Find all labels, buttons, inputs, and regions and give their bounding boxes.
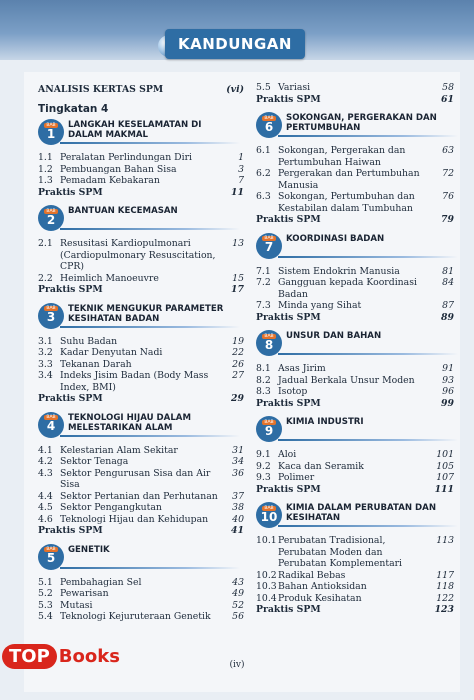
section-page: 105 [436, 460, 454, 472]
section-number: 9.1 [256, 449, 271, 460]
praktis-page: 29 [231, 393, 244, 404]
section-title: Sektor Pengangkutan [60, 502, 162, 513]
analisis-row [38, 84, 244, 96]
section-number: 7.1 [256, 265, 271, 277]
praktis-label: Praktis SPM [256, 604, 321, 615]
section-title: Jadual Berkala Unsur Moden [278, 374, 415, 386]
chapter-badge [38, 119, 64, 145]
right-chapters [256, 112, 454, 619]
chapter-underline [60, 142, 240, 144]
section-number: 6.3 [256, 191, 271, 202]
bab-label: BAB [264, 115, 274, 121]
toc-row [256, 277, 454, 300]
chapter-underline [60, 567, 240, 569]
toc-row [38, 359, 244, 371]
spacer [256, 495, 454, 498]
section-title: Teknologi Hijau dan Kehidupan [60, 513, 209, 525]
watermark-top: TOP [2, 644, 57, 669]
section-page: 26 [232, 358, 244, 370]
section-page: 52 [232, 599, 244, 611]
section-page: 117 [436, 569, 454, 581]
chapter-title: KIMIA INDUSTRI [286, 417, 364, 427]
bab-label: BAB [46, 415, 56, 420]
spacer [38, 537, 244, 540]
spacer [256, 323, 454, 326]
toc-row [38, 336, 244, 348]
section-number: 4.3 [38, 467, 53, 479]
chapter-title: KOORDINASI BADAN [286, 233, 385, 244]
toc-row [38, 502, 244, 514]
section-number: 4.4 [38, 490, 53, 502]
toc-row [256, 570, 454, 582]
section-title: Pembuangan Bahan Sisa [60, 163, 177, 175]
section-number: 10.4 [256, 592, 277, 604]
praktis-page: 123 [434, 604, 454, 615]
section-title: Pergerakan dan Pertumbuhan Manusia [278, 168, 420, 191]
section-page: 107 [436, 472, 454, 483]
section-title: Perubatan Tradisional, Perubatan Moden dan Perubatan Komplementari [278, 535, 403, 569]
praktis-label: Praktis SPM [256, 397, 321, 409]
spacer [256, 226, 454, 229]
chapter-underline [278, 256, 458, 258]
praktis-label: Praktis SPM [38, 393, 103, 404]
section-page: 118 [436, 581, 454, 592]
chapter-heading [256, 502, 454, 532]
chapter-block [38, 119, 244, 201]
analisis-page: (vi) [226, 84, 244, 95]
section-number: 7.2 [256, 277, 271, 288]
praktis-label: Praktis SPM [256, 311, 321, 323]
toc-row [256, 581, 454, 593]
section-title: Kelestarian Alam Sekitar [60, 444, 178, 456]
section-number: 10.3 [256, 581, 277, 592]
chapter-title: TEKNIK MENGUKUR PARAMETER KESIHATAN BADAN [68, 303, 224, 324]
toc-row [38, 347, 244, 359]
section-number: 5.3 [38, 599, 53, 611]
spacer [38, 198, 244, 201]
section-number: 3.2 [38, 347, 53, 358]
section-page: 38 [232, 502, 244, 513]
section-number: 2.1 [38, 238, 53, 249]
section-title: Minda yang Sihat [278, 300, 362, 311]
toc-row [256, 535, 454, 570]
toc-row [256, 82, 454, 94]
toc-row [38, 491, 244, 503]
section-page: 36 [232, 467, 244, 479]
watermark-books: Books [58, 646, 120, 667]
toc-row [38, 238, 244, 273]
chapter-number: 6 [264, 119, 274, 134]
section-page: 1 [238, 152, 244, 163]
praktis-label: Praktis SPM [38, 284, 103, 295]
praktis-page: 11 [231, 186, 244, 198]
section-number: 6.2 [256, 168, 271, 179]
chapter-number: 4 [46, 419, 56, 433]
section-title: Sokongan, Pergerakan dan Pertumbuhan Haiwan [278, 145, 406, 168]
section-title: Polimer [278, 472, 315, 483]
chapter-badge [256, 112, 282, 138]
spacer [256, 616, 454, 619]
bab-label: BAB [46, 122, 56, 128]
praktis-row [256, 214, 454, 226]
bab-label: BAB [46, 306, 56, 311]
chapter-badge [38, 303, 64, 329]
chapter-block [256, 416, 454, 498]
toc-row [38, 611, 244, 623]
praktis-row [256, 398, 454, 410]
chapter-block [256, 112, 454, 229]
chapter-title: SOKONGAN, PERGERAKAN DAN PERTUMBUHAN [286, 113, 437, 133]
section-number: 5.4 [38, 611, 53, 622]
section-page: 40 [232, 513, 244, 525]
toc-row [38, 456, 244, 468]
praktis-label: Praktis SPM [38, 186, 103, 198]
toc-row [38, 468, 244, 491]
section-title: Kadar Denyutan Nadi [60, 347, 163, 358]
section-title: Resusitasi Kardiopulmonari (Cardiopulmonary Resuscitation, CPR) [60, 238, 216, 272]
section-page: 31 [232, 444, 244, 456]
chapter-heading [38, 303, 244, 333]
section-page: 76 [442, 191, 454, 202]
chapter-heading [256, 330, 454, 360]
section-page: 81 [442, 265, 454, 277]
section-number: 1.2 [38, 163, 53, 175]
section-number: 8.1 [256, 363, 271, 374]
section-title: Peralatan Perlindungan Diri [60, 152, 192, 163]
section-number: 8.3 [256, 386, 271, 397]
toc-row [38, 175, 244, 187]
section-number: 5.2 [38, 588, 53, 599]
section-page: 43 [232, 576, 244, 588]
chapter-badge [38, 544, 64, 570]
praktis-row [38, 187, 244, 199]
toc-row [256, 449, 454, 461]
section-title: Pembahagian Sel [60, 576, 142, 588]
praktis-row [38, 284, 244, 296]
chapter-badge [256, 233, 282, 259]
chapter-underline [278, 353, 458, 355]
chapter-number: 5 [46, 551, 56, 565]
section-page: 7 [238, 175, 244, 186]
toc-row [38, 588, 244, 600]
chapter-title: BANTUAN KECEMASAN [68, 206, 178, 216]
section-number: 8.2 [256, 374, 271, 386]
section-title: Kaca dan Seramik [278, 460, 364, 472]
section-title: Variasi [278, 82, 311, 93]
section-page: 13 [232, 238, 244, 249]
chapter-heading [38, 119, 244, 149]
section-number: 10.1 [256, 535, 277, 546]
tingkatan-heading: Tingkatan 4 [38, 102, 109, 115]
chapter-badge [38, 412, 64, 438]
section-number: 7.3 [256, 300, 271, 311]
chapter-badge [256, 330, 282, 356]
toc-row [256, 191, 454, 214]
bab-label: BAB [46, 547, 56, 552]
bab-label: BAB [264, 505, 274, 511]
chapter-underline [60, 228, 240, 230]
section-title: Heimlich Manoeuvre [60, 272, 159, 284]
section-number: 9.2 [256, 460, 271, 472]
section-title: Pemadam Kebakaran [60, 175, 160, 186]
chapter-number: 7 [264, 240, 274, 254]
section-page: 56 [232, 611, 244, 622]
section-page: 15 [232, 272, 244, 284]
chapter-badge [256, 502, 282, 528]
section-title: Sektor Pertanian dan Perhutanan [60, 490, 218, 502]
spacer [38, 405, 244, 408]
section-page: 122 [436, 592, 454, 604]
section-page: 91 [442, 363, 454, 374]
chapter-underline [60, 326, 240, 328]
praktis-page: 79 [441, 214, 454, 225]
toc-row [256, 168, 454, 191]
chapter-block [256, 502, 454, 619]
toc-row [38, 445, 244, 457]
section-number: 4.5 [38, 502, 53, 513]
bab-label: BAB [46, 208, 56, 214]
section-title: Pewarisan [60, 588, 109, 599]
chapter-heading [256, 233, 454, 263]
section-page: 34 [232, 456, 244, 467]
toc-row [256, 363, 454, 375]
section-page: 63 [442, 145, 454, 156]
praktis-page: 99 [441, 397, 454, 409]
section-number: 5.1 [38, 576, 53, 588]
praktis-label: Praktis SPM [256, 483, 321, 495]
praktis-label: Praktis SPM [256, 214, 321, 225]
section-title: Sokongan, Pertumbuhan dan Kestabilan dalam Tumbuhan [278, 191, 415, 214]
chapter-heading [38, 412, 244, 442]
section-page: 58 [442, 82, 454, 93]
section-title: Aloi [278, 449, 297, 460]
praktis-page: 17 [231, 284, 244, 295]
toc-row [256, 300, 454, 312]
section-title: Produk Kesihatan [278, 592, 362, 604]
section-number: 6.1 [256, 145, 271, 156]
praktis-row [256, 484, 454, 496]
spacer [38, 296, 244, 299]
page-number: (iv) [229, 660, 245, 670]
section-number: 4.2 [38, 456, 53, 467]
bab-label: BAB [264, 333, 274, 339]
section-number: 5.5 [256, 82, 271, 93]
chapter-heading [256, 112, 454, 142]
section-page: 22 [232, 347, 244, 358]
section-title: Sektor Tenaga [60, 456, 129, 467]
toc-row [38, 600, 244, 612]
chapter-title: KIMIA DALAM PERUBATAN DAN KESIHATAN [286, 503, 437, 523]
section-title: Sistem Endokrin Manusia [278, 265, 400, 277]
praktis-page: 61 [441, 93, 454, 105]
chapter-heading [38, 544, 244, 574]
section-title: Suhu Badan [60, 335, 118, 347]
toc-row [38, 164, 244, 176]
bab-label: BAB [264, 236, 274, 241]
spacer [256, 409, 454, 412]
chapter-title: GENETIK [68, 544, 110, 555]
spacer [38, 623, 244, 626]
chapter-title: UNSUR DAN BAHAN [286, 331, 382, 341]
section-page: 19 [232, 335, 244, 347]
chapter-badge [256, 416, 282, 442]
chapter-underline [278, 135, 458, 137]
watermark-logo [2, 644, 120, 669]
section-number: 3.1 [38, 335, 53, 347]
left-chapters [38, 119, 244, 626]
chapter-block [38, 544, 244, 626]
chapter-underline [278, 525, 458, 527]
toc-row [256, 375, 454, 387]
chapter-block [256, 233, 454, 327]
toc-row [256, 266, 454, 278]
section-page: 49 [232, 588, 244, 599]
praktis-row [38, 393, 244, 405]
section-number: 3.3 [38, 358, 53, 370]
chapter-number: 1 [46, 126, 56, 141]
section-title: Sektor Pengurusan Sisa dan Air Sisa [60, 467, 211, 490]
toc-row [38, 514, 244, 526]
praktis-row [256, 94, 454, 106]
right-top-items [256, 82, 454, 108]
toc-row [38, 370, 244, 393]
toc-row [256, 461, 454, 473]
section-page: 93 [442, 374, 454, 386]
chapter-number: 9 [264, 423, 274, 438]
section-number: 4.1 [38, 444, 53, 456]
section-title: Isotop [278, 386, 308, 397]
section-number: 4.6 [38, 513, 53, 525]
chapter-heading [38, 205, 244, 235]
section-number: 1.1 [38, 152, 53, 163]
section-number: 2.2 [38, 272, 53, 284]
chapter-number: 2 [46, 212, 56, 227]
section-number: 10.2 [256, 569, 277, 581]
section-page: 113 [436, 535, 454, 546]
section-number: 9.3 [256, 472, 271, 483]
left-column [38, 84, 244, 626]
praktis-row [38, 525, 244, 537]
toc-row [38, 273, 244, 285]
section-title: Tekanan Darah [60, 358, 132, 370]
chapter-block [38, 303, 244, 408]
chapter-number: 10 [260, 509, 278, 524]
right-column [256, 82, 454, 619]
praktis-row [256, 312, 454, 324]
section-page: 37 [232, 490, 244, 502]
chapter-underline [60, 435, 240, 437]
toc-row [38, 577, 244, 589]
section-number: 3.4 [38, 370, 53, 381]
bab-label: BAB [264, 419, 274, 425]
chapter-number: 3 [46, 310, 56, 324]
chapter-block [38, 412, 244, 540]
section-title: Indeks Jisim Badan (Body Mass Index, BMI) [60, 370, 209, 393]
chapter-block [38, 205, 244, 299]
chapter-block [256, 330, 454, 412]
praktis-page: 41 [231, 525, 244, 536]
toc-row [256, 386, 454, 398]
chapter-number: 8 [264, 337, 274, 352]
page-title: KANDUNGAN [165, 29, 305, 59]
chapter-heading [256, 416, 454, 446]
chapter-title: TEKNOLOGI HIJAU DALAM MELESTARIKAN ALAM [68, 412, 192, 433]
toc-row [256, 472, 454, 484]
praktis-row [256, 604, 454, 616]
section-title: Gangguan kepada Koordinasi Badan [278, 277, 417, 300]
section-title: Teknologi Kejuruteraan Genetik [60, 611, 211, 622]
toc-row [256, 593, 454, 605]
section-page: 72 [442, 168, 454, 179]
toc-row [38, 152, 244, 164]
praktis-page: 89 [441, 311, 454, 323]
section-title: Radikal Bebas [278, 569, 346, 581]
section-page: 87 [442, 300, 454, 311]
chapter-title: LANGKAH KESELAMATAN DI DALAM MAKMAL [68, 120, 202, 140]
section-title: Mutasi [60, 599, 93, 611]
praktis-page: 111 [434, 483, 454, 495]
section-title: Bahan Antioksidan [278, 581, 367, 592]
section-page: 27 [232, 370, 244, 381]
praktis-label: Praktis SPM [38, 525, 103, 536]
analisis-label: ANALISIS KERTAS SPM [38, 84, 164, 95]
section-page: 3 [238, 163, 244, 175]
section-page: 101 [436, 449, 454, 460]
chapter-badge [38, 205, 64, 231]
praktis-label: Praktis SPM [256, 93, 321, 105]
section-page: 96 [442, 386, 454, 397]
chapter-underline [278, 439, 458, 441]
section-number: 1.3 [38, 175, 53, 186]
section-page: 84 [442, 277, 454, 288]
section-title: Asas Jirim [278, 363, 326, 374]
toc-row [256, 145, 454, 168]
spacer [256, 105, 454, 108]
